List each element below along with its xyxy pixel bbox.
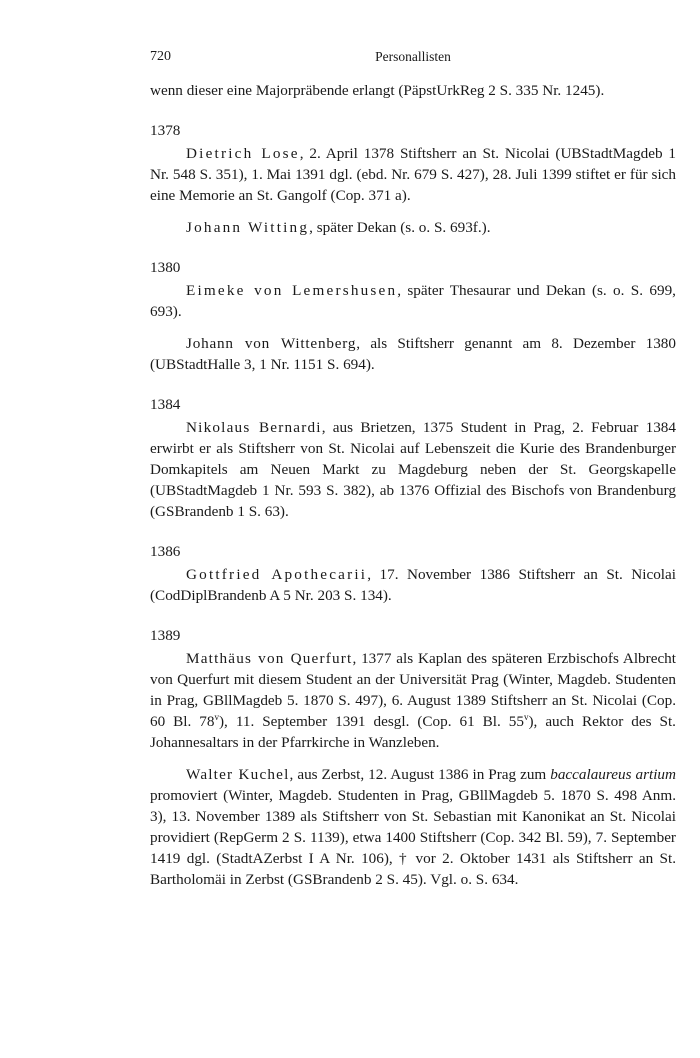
- person-name: Eimeke von Lemershusen: [186, 282, 398, 299]
- entry-eimeke-von-lemershusen: [150, 280, 676, 322]
- italic-term: baccalaureus artium: [550, 766, 676, 783]
- entry-text: , als Stiftsherr genannt am 8. Dezember 1380 (UBStadtHalle 3, 1 Nr. 1151 S. 694).: [150, 335, 676, 373]
- entry-text: , später Dekan (s. o. S. 693f.).: [309, 219, 491, 236]
- entry-johann-von-wittenberg: [150, 333, 676, 375]
- entry-johann-witting: [150, 217, 676, 238]
- entry-text: ), auch Rektor des St. Johannesaltars in der Pfarrkirche in Wanzleben.: [150, 713, 676, 751]
- year-heading-1378: 1378: [150, 122, 181, 139]
- person-name: Walter Kuchel: [186, 766, 290, 783]
- person-name: Dietrich Lose: [186, 145, 300, 162]
- verso-marker: v: [214, 711, 219, 722]
- entry-text: ), 11. September 1391 desgl. (Cop. 61 Bl. 55: [218, 713, 524, 730]
- year-heading-1384: 1384: [150, 396, 181, 413]
- person-name: Matthäus von Querfurt: [186, 650, 353, 667]
- entry-gottfried-apothecarii: [150, 564, 676, 606]
- entry-text: , 17. November 1386 Stiftsherr an St. Nicolai (CodDiplBrandenb A 5 Nr. 203 S. 134).: [150, 566, 676, 604]
- entry-nikolaus-bernardi: [150, 417, 676, 522]
- entry-text: , 2. April 1378 Stiftsherr an St. Nicolai (UBStadtMagdeb 1 Nr. 548 S. 351), 1. Mai 1391 dgl. (ebd. Nr. 679 S. 427), 28. Juli 1399 stiftet er für sich eine Memorie an St. Gangolf (Cop. 371 a).: [150, 145, 676, 204]
- continuation-paragraph: wenn dieser eine Majorpräbende erlangt (PäpstUrkReg 2 S. 335 Nr. 1245).: [150, 82, 605, 99]
- person-name: Gottfried Apothecarii: [186, 566, 368, 583]
- year-heading-1380: 1380: [150, 259, 181, 276]
- page-number: 720: [150, 49, 171, 64]
- entry-walter-kuchel: [150, 764, 676, 890]
- entry-text: , aus Zerbst, 12. August 1386 in Prag zum: [289, 766, 551, 783]
- person-name: Johann von Wittenberg: [186, 335, 357, 352]
- entry-text: promoviert (Winter, Magdeb. Studenten in Prag, GBllMagdeb 5. 1870 S. 498 Anm. 3), 13. November 1389 als Stiftsherr von St. Sebastian mit Kanonikat an St. Nicolai providiert (RepGerm 2 S. 1139), etwa 1400 Stiftsherr (Cop. 342 Bl. 59), 7. September 1419 dgl. (StadtAZerbst I A Nr. 106), † vor 2. Oktober 1431 als Stiftsherr an St. Bartholomäi in Zerbst (GSBrandenb 2 S. 45). Vgl. o. S. 634.: [150, 787, 676, 888]
- document-page: [150, 46, 676, 890]
- person-name: Johann Witting: [186, 219, 310, 236]
- page-header: [150, 46, 676, 68]
- entry-text: , später Thesaurar und Dekan (s. o. S. 699, 693).: [150, 282, 676, 320]
- entry-text: , aus Brietzen, 1375 Student in Prag, 2. Februar 1384 erwirbt er als Stiftsherr von St. Nicolai auf Lebenszeit die Kurie des Brandenburger Domkapitels am Neuen Markt zu Magdeburg neben der St. Georgskapelle (UBStadtMagdeb 1 Nr. 593 S. 382), ab 1376 Offizial des Bischofs von Brandenburg (GSBrandenb 1 S. 63).: [150, 419, 676, 520]
- verso-marker: v: [523, 711, 529, 722]
- entry-text: , 1377 als Kaplan des späteren Erzbischofs Albrecht von Querfurt mit diesem Student an der Universität Prag (Winter, Magdeb. Studenten in Prag, GBllMagdeb 5. 1870 S. 497), 6. August 1389 Stiftsherr an St. Nicolai (Cop. 60 Bl. 78: [150, 650, 676, 730]
- year-heading-1389: 1389: [150, 627, 181, 644]
- entry-dietrich-lose: [150, 143, 676, 206]
- running-title: Personallisten: [375, 49, 451, 64]
- entry-matthaeus-von-querfurt: [150, 648, 676, 753]
- person-name: Nikolaus Bernardi: [186, 419, 322, 436]
- year-heading-1386: 1386: [150, 543, 181, 560]
